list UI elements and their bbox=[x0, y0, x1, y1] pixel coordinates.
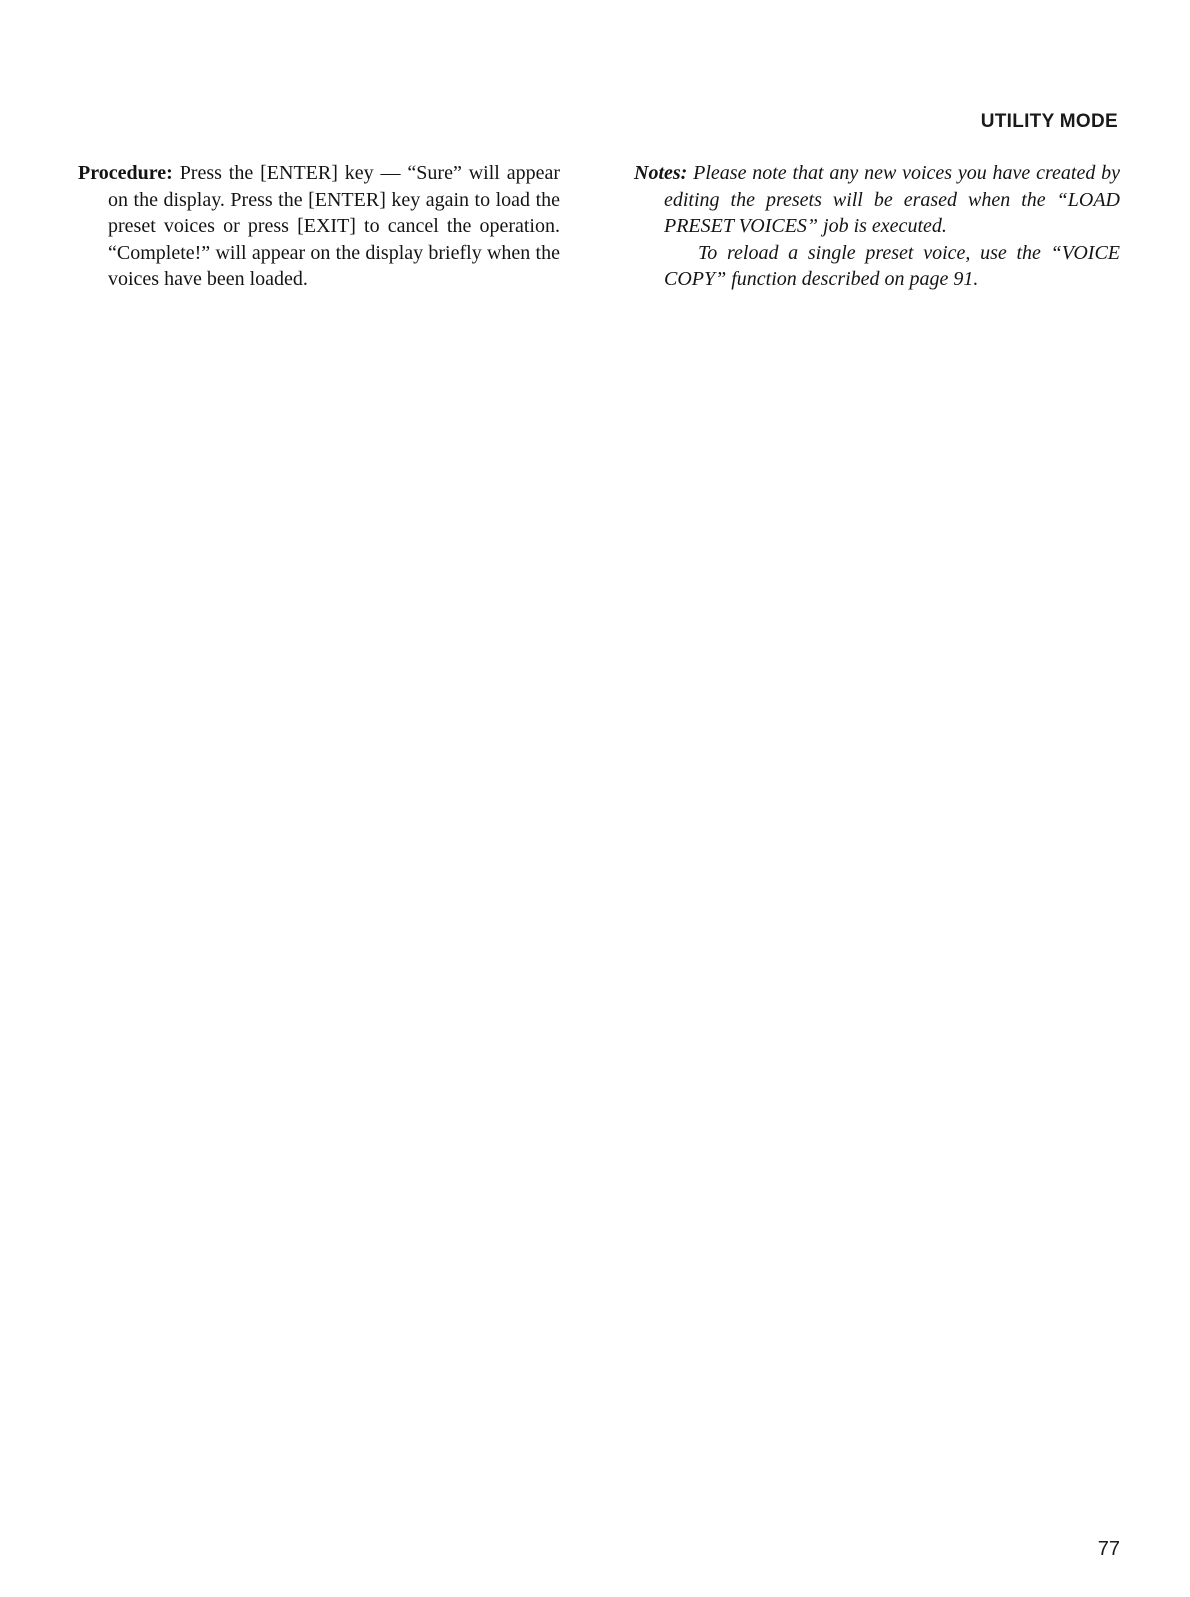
running-header: UTILITY MODE bbox=[980, 111, 1118, 132]
procedure-text: Press the [ENTER] key — “Sure” will appear on the display. Press the [ENTER] key again to load the preset voices or press [EXIT] to cancel the operation. “Complete!” will appear on the display briefly when the voices have been loaded. bbox=[108, 162, 561, 290]
procedure-paragraph bbox=[78, 160, 560, 293]
procedure-column bbox=[78, 160, 560, 293]
notes-label: Notes: bbox=[634, 162, 688, 184]
notes-paragraph-2: To reload a single preset voice, use the “VOICE COPY” function described on page 91. bbox=[664, 241, 1120, 290]
page-number: 77 bbox=[1097, 1538, 1120, 1560]
notes-column bbox=[634, 160, 1120, 293]
notes-paragraph-1 bbox=[634, 160, 1120, 240]
procedure-label: Procedure: bbox=[78, 162, 173, 184]
notes-text-1: Please note that any new voices you have created by editing the presets will be erased when the “LOAD PRESET VOICES” job is executed. bbox=[664, 162, 1120, 237]
